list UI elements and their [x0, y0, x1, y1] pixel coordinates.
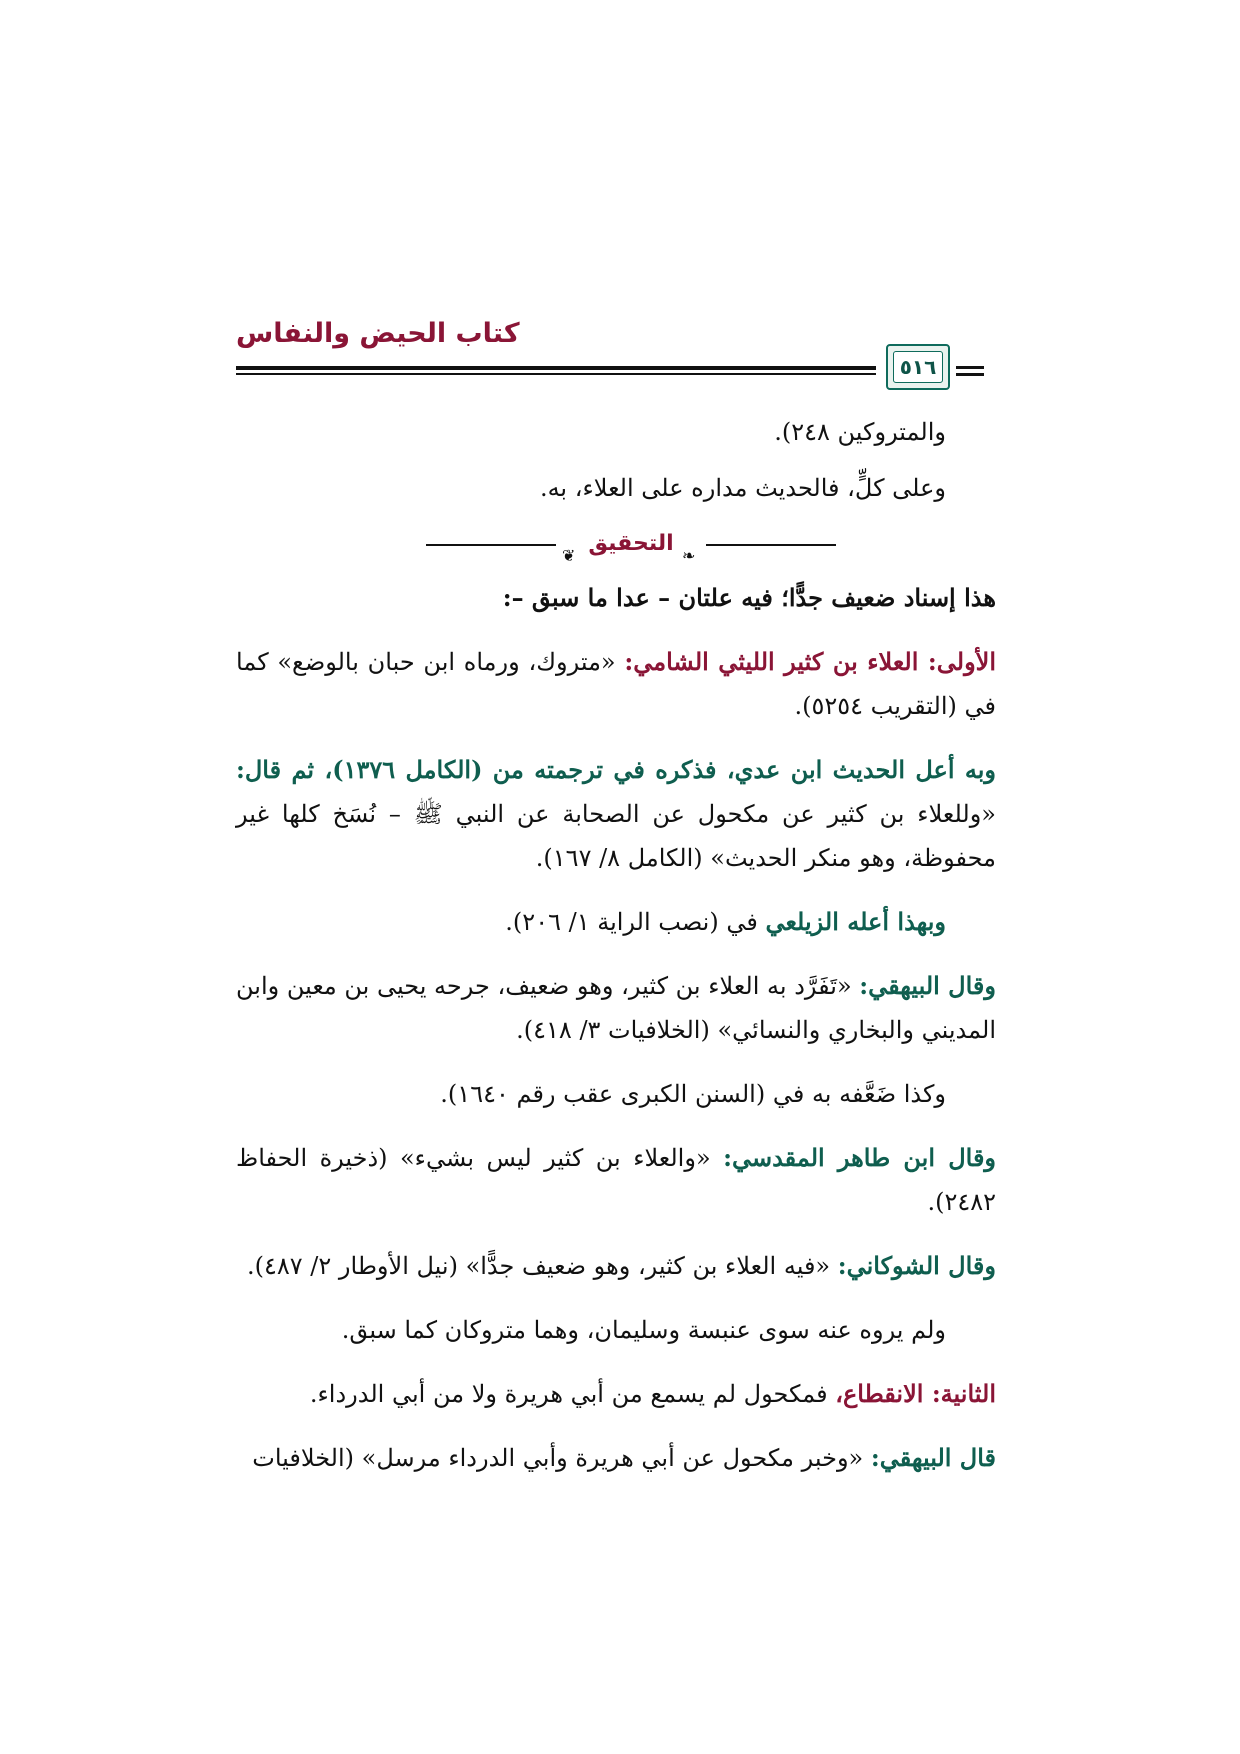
paragraph-3: هذا إسناد ضعيف جدًّا؛ فيه علتان – عدا ما سبق –:: [502, 583, 996, 612]
paragraph-4: [236, 640, 996, 728]
paragraph-6: [236, 900, 996, 944]
paragraph-5-text: «وللعلاء بن كثير عن مكحول عن الصحابة عن النبي ﷺ – نُسَخ كلها غير محفوظة، وهو منكر الحديث» (الكامل ٨/ ١٦٧).: [236, 800, 996, 872]
paragraph-8: وكذا ضَعَّفه به في (السنن الكبرى عقب رقم ١٦٤٠).: [440, 1080, 946, 1108]
paragraph-5: [236, 748, 996, 880]
ornament-right-icon: ❧: [682, 546, 696, 565]
page-number: ٥١٦: [893, 351, 943, 383]
body-text: [236, 410, 996, 1480]
paragraph-6-text: في (نصب الراية ١/ ٢٠٦).: [505, 908, 758, 936]
paragraph-2: وعلى كلٍّ، فالحديث مداره على العلاء، به.: [539, 474, 946, 502]
first-defect-label: الأولى: العلاء بن كثير الليثي الشامي:: [624, 647, 997, 676]
bayhaqi-label: وقال البيهقي:: [859, 971, 996, 1000]
zaylai-label: وبهذا أعله الزيلعي: [765, 907, 946, 936]
ibn-tahir-label: وقال ابن طاهر المقدسي:: [723, 1143, 997, 1172]
header-rule-thin: [236, 373, 876, 375]
paragraph-9: [236, 1136, 996, 1224]
ornament-left-icon: ❦: [562, 546, 576, 565]
paragraph-13-text: «وخبر مكحول عن أبي هريرة وأبي الدرداء مرسل» (الخلافيات: [252, 1444, 864, 1472]
paragraph-12: [236, 1372, 996, 1416]
book-title: كتاب الحيض والنفاس: [236, 318, 520, 349]
paragraph-13: [236, 1436, 996, 1480]
page-header: [236, 310, 1016, 390]
section-rule-left: [426, 544, 556, 546]
paragraph-9-text: «والعلاء بن كثير ليس بشيء» (ذخيرة الحفاظ ٢٤٨٢).: [236, 1144, 996, 1216]
paragraph-12-text: فمكحول لم يسمع من أبي هريرة ولا من أبي الدرداء.: [309, 1380, 828, 1408]
section-rule-right: [706, 544, 836, 546]
bayhaqi-label-2: قال البيهقي:: [870, 1443, 996, 1472]
paragraph-10-text: «فيه العلاء بن كثير، وهو ضعيف جدًّا» (نيل الأوطار ٢/ ٤٨٧).: [247, 1252, 831, 1280]
paragraph-11: ولم يروه عنه سوى عنبسة وسليمان، وهما متروكان كما سبق.: [341, 1316, 946, 1344]
shawkani-label: وقال الشوكاني:: [837, 1251, 996, 1280]
header-rule-right-top: [956, 366, 984, 369]
header-rule-right-bottom: [956, 373, 984, 376]
second-defect-label: الثانية: الانقطاع،: [835, 1379, 996, 1408]
paragraph-1: والمتروكين ٢٤٨).: [774, 418, 946, 446]
section-title: التحقيق: [588, 531, 674, 556]
section-heading: [236, 522, 996, 566]
header-rule-thick: [236, 366, 876, 370]
paragraph-10: [236, 1244, 996, 1288]
paragraph-4-text: «متروك، ورماه ابن حبان بالوضع» كما في (التقريب ٥٢٥٤).: [236, 648, 996, 720]
paragraph-7-text: «تَفَرَّد به العلاء بن كثير، وهو ضعيف، جرحه يحيى بن معين وابن المديني والبخاري والنسائي» (الخلافيات ٣/ ٤١٨).: [236, 972, 996, 1044]
paragraph-7: [236, 964, 996, 1052]
ibn-adi-label: وبه أعل الحديث ابن عدي، فذكره في ترجمته من (الكامل ١٣٧٦)، ثم قال:: [236, 755, 997, 784]
page-number-badge: [886, 344, 950, 390]
